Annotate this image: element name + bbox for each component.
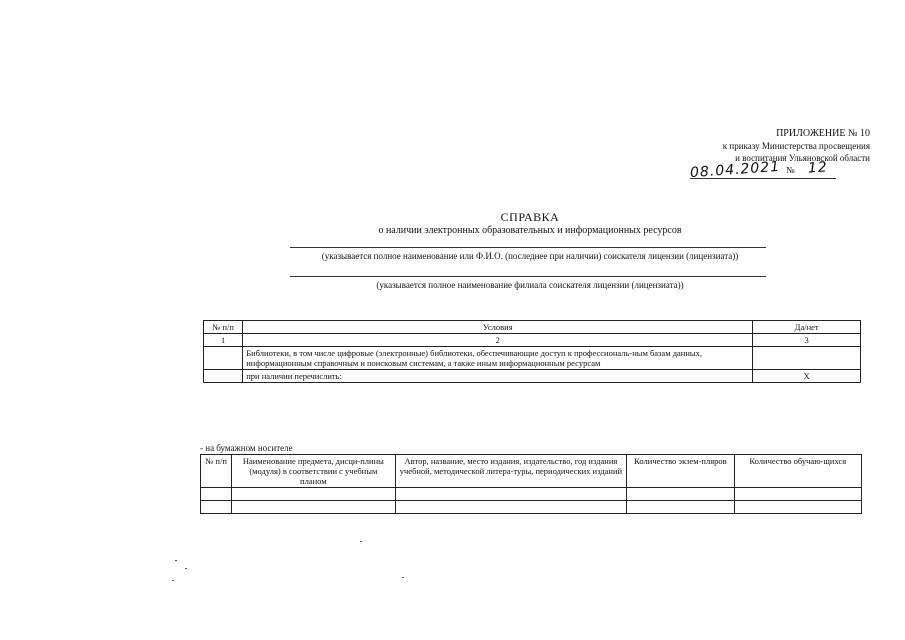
header-students: Количество обучаю-щихся (734, 455, 861, 488)
cell-empty (204, 370, 243, 383)
cell-empty (232, 501, 395, 514)
appendix-line-1: к приказу Министерства просвещения (722, 141, 870, 151)
header-copies: Количество экзем-пляров (627, 455, 734, 488)
table-row (201, 501, 862, 514)
cell-empty (395, 501, 627, 514)
header-number: № п/п (201, 455, 232, 488)
cell-empty (753, 347, 861, 370)
appendix-title: ПРИЛОЖЕНИЕ № 10 (776, 128, 870, 139)
scan-speck (175, 560, 177, 561)
appendix-line-2: и воспитания Ульяновской области (735, 153, 870, 163)
header-yes-no: Да/нет (753, 321, 861, 334)
list-if-available: при наличии перечислить: (243, 370, 753, 383)
document-title: СПРАВКА (500, 210, 560, 224)
cell-empty (734, 488, 861, 501)
cell-empty (232, 488, 395, 501)
scan-speck (360, 541, 362, 542)
cell-empty (734, 501, 861, 514)
scan-speck (172, 580, 174, 581)
cell-empty (201, 501, 232, 514)
cross-mark: X (753, 370, 861, 383)
table-row (204, 347, 861, 370)
table-row (204, 370, 861, 383)
scan-speck (185, 568, 187, 569)
cell-empty (395, 488, 627, 501)
handwritten-date: 08.04.2021 (689, 158, 781, 182)
column-number-3: 3 (753, 334, 861, 347)
conditions-table (203, 320, 861, 383)
appendix-block (640, 128, 870, 164)
cell-empty (627, 501, 734, 514)
header-author-title: Автор, название, место издания, издательство, год издания учебной, методической литера-туры, периодических изданий (395, 455, 627, 488)
scan-speck (402, 577, 404, 578)
column-number-1: 1 (204, 334, 243, 347)
cell-empty (204, 347, 243, 370)
column-number-2: 2 (243, 334, 753, 347)
applicant-fill-line (290, 247, 766, 248)
branch-caption: (указывается полное наименование филиала соискателя лицензии (лицензиата)) (376, 280, 684, 290)
paper-media-label: - на бумажном носителе (200, 443, 293, 453)
table-header-row (204, 321, 861, 334)
libraries-condition: Библиотеки, в том числе цифровые (электронные) библиотеки, обеспечивающие доступ к профессиональ-ным базам данных, информационным справочным и поисковым системам, а также иным информационным ресурсам (243, 347, 753, 370)
cell-empty (201, 488, 232, 501)
date-underline (690, 178, 836, 179)
header-number: № п/п (204, 321, 243, 334)
cell-empty (627, 488, 734, 501)
branch-fill-line (290, 276, 766, 277)
applicant-caption: (указывается полное наименование или Ф.И.О. (последнее при наличии) соискателя лицензии (лицензиата)) (321, 251, 739, 261)
table-header-row (201, 455, 862, 488)
header-subject: Наименование предмета, дисци-плины (модуля) в соответствии с учебным планом (232, 455, 395, 488)
handwritten-order-number: 12 (807, 159, 829, 177)
table-row (201, 488, 862, 501)
order-number-label: № (786, 165, 795, 175)
paper-resources-table (200, 454, 862, 514)
header-conditions: Условия (243, 321, 753, 334)
document-subtitle: о наличии электронных образовательных и информационных ресурсов (378, 225, 682, 236)
table-row (204, 334, 861, 347)
